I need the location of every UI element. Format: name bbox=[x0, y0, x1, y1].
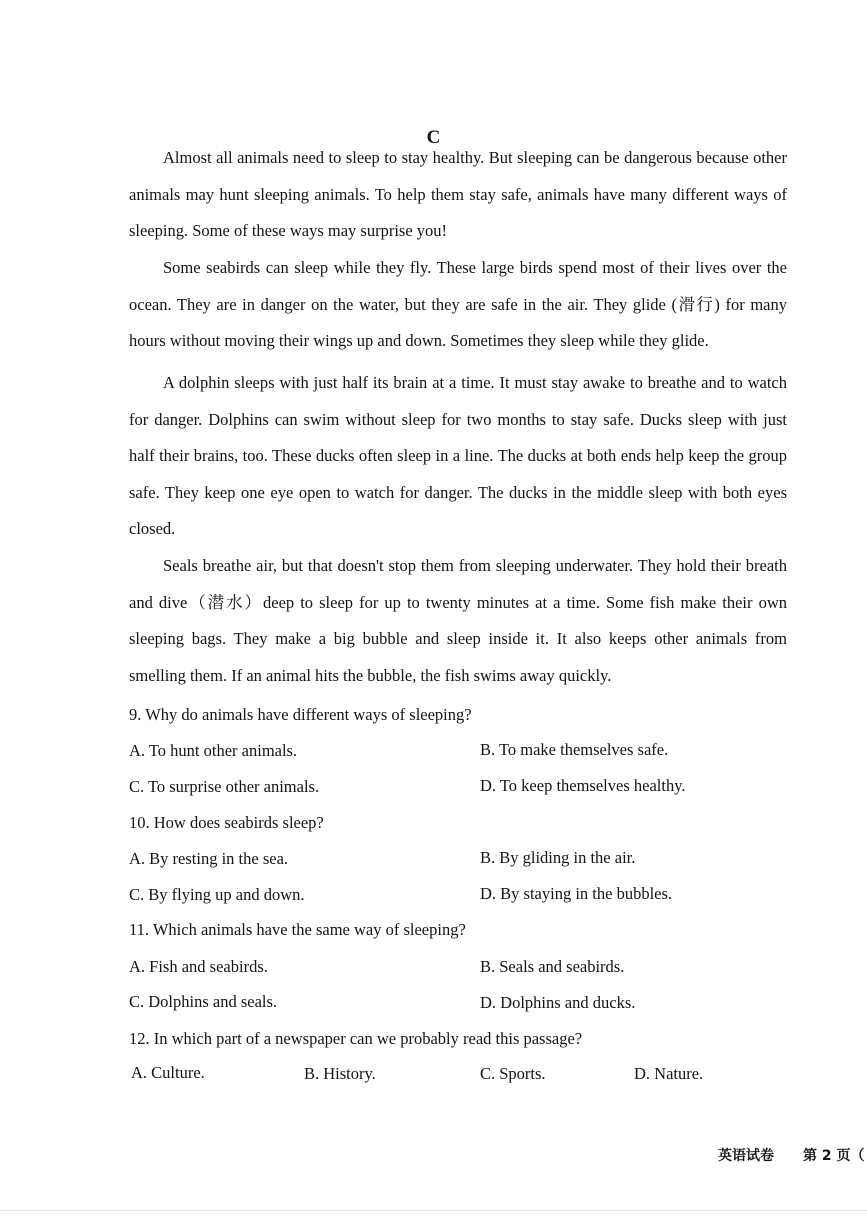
question-12-option-a: A. Culture. bbox=[131, 1063, 205, 1082]
question-11-option-a: A. Fish and seabirds. bbox=[129, 957, 268, 976]
passage-paragraph-1: Almost all animals need to sleep to stay healthy. But sleeping can be dangerous because other animals may hunt sleeping animals. To help them stay safe, animals have many different ways of sleeping. Some of these ways may surprise you! bbox=[129, 148, 787, 241]
passage-paragraph-3: A dolphin sleeps with just half its brain at a time. It must stay awake to breathe and to watch for danger. Dolphins can swim without sleep for two months to stay safe. Ducks sleep with just half their brains, too. These ducks often sleep in a line. The ducks at both ends help keep the group safe. They keep one eye open to watch for danger. The ducks in the middle sleep with both eyes closed. bbox=[129, 373, 787, 539]
question-11-option-d: D. Dolphins and ducks. bbox=[480, 993, 636, 1012]
question-10-option-a: A. By resting in the sea. bbox=[129, 849, 289, 868]
question-10-option-d: D. By staying in the bubbles. bbox=[480, 884, 673, 903]
passage-paragraph-2: Some seabirds can sleep while they fly. These large birds spend most of their lives over the ocean. They are in danger on the water, but they are safe in the air. They glide (滑行) for many hours without moving their wings up and down. Sometimes they sleep while they glide. bbox=[129, 258, 787, 351]
question-11-option-c: C. Dolphins and seals. bbox=[129, 992, 278, 1011]
passage-paragraph-4: Seals breathe air, but that doesn't stop them from sleeping underwater. They hold their breath and dive（潜水）deep to sleep for up to twenty minutes at a time. Some fish make their own sleeping bags. They make a big bubble and sleep inside it. It also keeps other animals from smelling them. If an animal hits the bubble, the fish swims away quickly. bbox=[129, 556, 787, 685]
question-10-option-b: B. By gliding in the air. bbox=[480, 848, 636, 867]
question-9-option-a: A. To hunt other animals. bbox=[129, 741, 298, 760]
question-9-option-d: D. To keep themselves healthy. bbox=[480, 776, 686, 795]
question-10-option-c: C. By flying up and down. bbox=[129, 885, 305, 904]
question-12-option-c: C. Sports. bbox=[480, 1064, 546, 1083]
section-title: C bbox=[426, 127, 441, 148]
question-9-stem: 9. Why do animals have different ways of sleeping? bbox=[129, 705, 472, 724]
question-12-stem: 12. In which part of a newspaper can we probably read this passage? bbox=[129, 1029, 583, 1048]
footer-page-number: 第 2 页（ bbox=[803, 1148, 865, 1164]
question-11-stem: 11. Which animals have the same way of sleeping? bbox=[129, 920, 466, 939]
question-9-option-c: C. To surprise other animals. bbox=[129, 777, 320, 796]
question-12-option-b: B. History. bbox=[304, 1064, 376, 1083]
question-10-stem: 10. How does seabirds sleep? bbox=[129, 813, 324, 832]
footer-subject: 英语试卷 bbox=[718, 1148, 774, 1164]
page-bottom-divider bbox=[0, 1210, 867, 1211]
question-9-option-b: B. To make themselves safe. bbox=[480, 740, 669, 759]
question-12-option-d: D. Nature. bbox=[634, 1064, 704, 1083]
question-11-option-b: B. Seals and seabirds. bbox=[480, 957, 625, 976]
